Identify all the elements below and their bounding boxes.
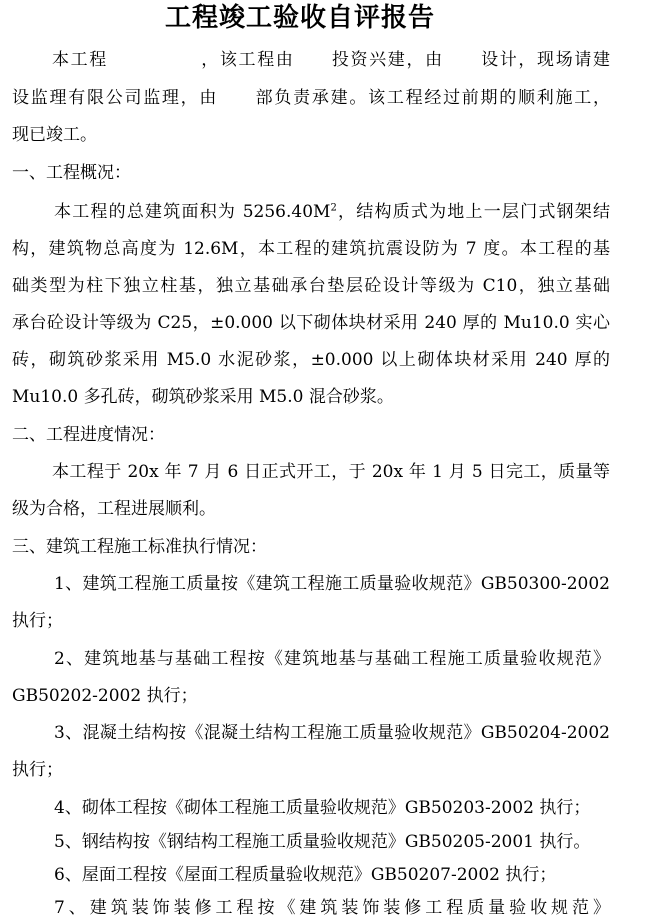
intro-line-3: 现已竣工。 [12,125,97,145]
standard-item-2-line-1: 2、建筑地基与基础工程按《建筑地基与基础工程施工质量验收规范》 [54,649,610,669]
area-unit-superscript: 2 [330,202,337,214]
overview-line-3: 础类型为柱下独立柱基，独立基础承台垫层砼设计等级为 C10，独立基础 [12,276,610,296]
standard-item-3-line-1: 3、混凝土结构按《混凝土结构工程施工质量验收规范》GB50204-2002 [54,723,610,743]
standard-item-1-line-1: 1、建筑工程施工质量按《建筑工程施工质量验收规范》GB50300-2002 [54,574,610,594]
section-heading-overview: 一、工程概况： [12,163,131,183]
overview-line-5: 砖，砌筑砂浆采用 M5.0 水泥砂浆，±0.000 以上砌体块材采用 240 厚的 [12,350,610,370]
overview-line-1-pre: 本工程的总建筑面积为 5256.40M [54,202,331,222]
progress-line-1: 本工程于 20x 年 7 月 6 日正式开工，于 20x 年 1 月 5 日完工，质量等 [52,462,610,482]
intro-line-2: 设监理有限公司监理，由 部负责承建。该工程经过前期的顺利施工， [12,88,610,108]
overview-line-1-post: ，结构质式为地上一层门式钢架结 [336,202,610,222]
overview-line-4: 承台砼设计等级为 C25，±0.000 以下砌体块材采用 240 厚的 Mu10.0 实心 [12,313,610,333]
section-heading-standards: 三、建筑工程施工标准执行情况： [12,537,267,557]
standard-item-2-line-2: GB50202-2002 执行； [12,686,198,706]
standard-item-7: 7、建筑装饰装修工程按《建筑装饰装修工程质量验收规范》 [54,898,610,918]
section-heading-progress: 二、工程进度情况： [12,425,165,445]
standard-item-3-line-2: 执行； [12,760,63,780]
standard-item-6: 6、屋面工程按《屋面工程质量验收规范》GB50207-2002 执行； [54,865,557,885]
overview-line-6: Mu10.0 多孔砖，砌筑砂浆采用 M5.0 混合砂浆。 [12,387,394,407]
standard-item-1-line-2: 执行； [12,611,63,631]
overview-line-2: 构，建筑物总高度为 12.6M，本工程的建筑抗震设防为 7 度。本工程的基 [12,239,610,259]
standard-item-5: 5、钢结构按《钢结构工程施工质量验收规范》GB50205-2001 执行。 [54,832,591,852]
intro-line-1: 本工程 ，该工程由 投资兴建，由 设计，现场请建 [52,50,610,70]
overview-line-1 [54,201,610,223]
standard-item-4: 4、砌体工程按《砌体工程施工质量验收规范》GB50203-2002 执行； [54,798,591,818]
progress-line-2: 级为合格，工程进展顺利。 [12,499,216,519]
page-title: 工程竣工验收自评报告 [164,3,435,33]
